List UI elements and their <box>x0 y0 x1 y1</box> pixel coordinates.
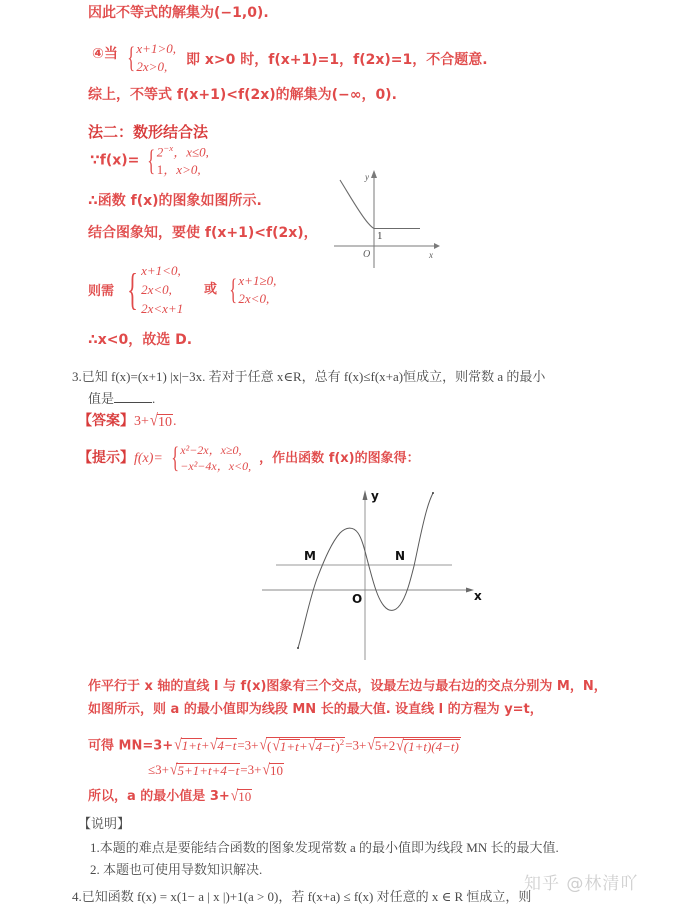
problem3-statement-period: . <box>152 391 156 406</box>
sys-left-row-1: 2x<0, <box>141 281 172 297</box>
radical-3-inner-a: √1+t <box>272 737 299 755</box>
sys-left-row-2: 2x<x+1 <box>141 300 184 316</box>
brace-glyph: { <box>229 272 238 306</box>
answer-row <box>78 413 176 429</box>
watermark: 知乎 @林清吖 <box>524 874 639 894</box>
radical-3-outer: $√(√1+t+√4-t)^2$ <box>259 736 345 755</box>
derivation-final-line <box>88 788 252 804</box>
brace-glyph: { <box>127 40 136 74</box>
problem4-number: 4. <box>72 889 82 904</box>
brace-glyph: { <box>171 441 180 475</box>
sys-left-row-0: x+1<0, <box>141 263 181 278</box>
ineq-tail: =3+ <box>240 762 262 777</box>
tick-label-one: 1 <box>377 230 383 242</box>
function-curve <box>298 493 433 648</box>
inequality-system-left <box>122 262 183 319</box>
explanation-line-2: 如图所示，则 a 的最小值即为线段 MN 长的最大值. 设直线 l 的方程为 y=t， <box>88 702 543 717</box>
brace-glyph: { <box>127 264 138 314</box>
radical-final: √10 <box>230 786 252 805</box>
derive-plus: + <box>201 737 209 753</box>
radical-6: √10 <box>262 760 283 779</box>
case4-tail: 即 x>0 时，f(x+1)=1，f(2x)=1，不合题意. <box>186 52 488 68</box>
conclusion-line-1: 因此不等式的解集为(−1,0). <box>88 5 269 21</box>
notes-item-1: 1.本题的难点是要能结合函数的图象发现常数 a 的最小值即为线段 MN 长的最大值. <box>90 840 559 855</box>
method2-heading: 法二：数形结合法 <box>88 123 209 141</box>
x-axis-arrow <box>434 243 440 249</box>
fx-piecewise-definition <box>90 143 209 178</box>
answer-blank[interactable] <box>114 391 152 403</box>
problem3-statement-cont: 值是 <box>88 391 115 406</box>
radical-4-outer: √5+2√(1+t)(4−t) <box>367 736 459 755</box>
or-label: 或 <box>204 282 218 297</box>
exponential-step-graph <box>332 166 442 271</box>
combine-graph-line: 结合图象知，要使 f(x+1)<f(2x)， <box>88 225 318 241</box>
method2-conclusion: ∴x<0，故选 D. <box>88 332 193 348</box>
origin-label: O <box>363 249 371 260</box>
because-prefix: ∵f(x)= <box>90 152 140 169</box>
y-axis-label: y <box>371 489 379 503</box>
inequality-system-right <box>226 272 276 307</box>
radical-1: √1+t <box>174 736 201 754</box>
case4-system <box>124 40 176 75</box>
problem4-line <box>72 890 531 904</box>
sys-right-row-0: x+1≥0, <box>238 273 277 288</box>
derive-eq-2: =3+ <box>345 737 367 753</box>
sys-right-row-1: 2x<0, <box>238 290 270 306</box>
exponential-step-graph-svg <box>332 166 442 271</box>
radical-4-bar <box>374 737 461 753</box>
hint-prefix: f(x)= <box>134 450 163 466</box>
cubic-like-graph <box>252 478 502 663</box>
notes-item-2: 2. 本题也可使用导数知识解决. <box>90 862 263 877</box>
case4-system-row-0: x+1>0, <box>136 41 176 56</box>
radical-2: √4−t <box>209 736 237 754</box>
problem3-statement: 已知 f(x)=(x+1) |x|−3x. 若对于任意 x∈R，总有 f(x)≤f(x+a)恒成立，则常数 a 的最小 <box>81 369 546 384</box>
case4-marker: ④当 <box>92 46 118 62</box>
x-axis-label: x <box>429 250 433 260</box>
answer-value: 3+√10. <box>134 411 177 431</box>
piecewise-row-0: $2^{-x}$，x≤0, <box>156 143 209 160</box>
hint-piecewise-row-1: −x²−4x，x<0, <box>180 459 252 474</box>
case4-system-row-1: 2x>0, <box>136 58 168 74</box>
therefore-graph-line: ∴函数 f(x)的图象如图所示. <box>88 193 262 209</box>
problem4-statement: 已知函数 f(x) = x(1− a | x |)+1(a > 0)，若 f(x+a) ≤ f(x) 对任意的 x ∈ R 恒成立，则 <box>81 889 532 904</box>
answer-label: 【答案】 <box>78 413 134 429</box>
y-axis-arrow <box>371 170 377 178</box>
derive-eq-1: =3+ <box>237 737 259 753</box>
ineq-prefix: ≤3+ <box>148 762 169 777</box>
exponential-branch <box>340 180 374 229</box>
derivation-line-2 <box>148 762 284 777</box>
curve-endpoint-left <box>297 647 299 649</box>
y-axis-label: y <box>365 172 369 182</box>
radical-4-inner: √(1+t)(4−t) <box>396 737 459 755</box>
point-label-n: N <box>395 549 406 563</box>
hint-row <box>78 442 420 474</box>
point-label-m: M <box>304 549 316 563</box>
y-axis-arrow <box>363 490 368 500</box>
x-axis-label: x <box>474 589 482 603</box>
curve-endpoint-right <box>432 492 434 494</box>
problem3-number: 3. <box>72 369 82 384</box>
radical-5: √5+1+t+4−t <box>169 760 240 779</box>
derive-prefix: 可得 MN=3+ <box>88 738 174 754</box>
x-axis-arrow <box>466 588 474 593</box>
hint-label: 【提示】 <box>78 449 134 466</box>
radical-4-lead: 5+2 <box>374 738 396 754</box>
brace-glyph: { <box>147 143 156 177</box>
notes-label: 【说明】 <box>78 817 131 832</box>
summary-line: 综上，不等式 f(x+1)<f(2x)的解集为(−∞，0). <box>88 87 397 103</box>
explanation-line-1: 作平行于 x 轴的直线 l 与 f(x)图象有三个交点，设最左边与最右边的交点分别为 M，N， <box>88 679 607 694</box>
radical-3-inner-b: √4−t <box>308 737 335 755</box>
hint-piecewise-row-0: x²−2x，x≥0, <box>180 443 242 457</box>
need-label: 则需 <box>88 284 115 299</box>
radical-3-bar: $(√1+t+√4-t)^2$ <box>266 737 345 755</box>
final-line-prefix: 所以，a 的最小值是 3+ <box>88 789 230 804</box>
origin-label: O <box>352 592 363 606</box>
problem3-line1 <box>72 370 545 384</box>
piecewise-row-1: 1，x>0, <box>156 161 201 177</box>
cubic-like-graph-svg <box>252 478 502 663</box>
derivation-line-1 <box>88 736 461 754</box>
hint-tail: ，作出函数 f(x)的图象得： <box>259 450 420 466</box>
problem3-line2 <box>88 391 155 406</box>
